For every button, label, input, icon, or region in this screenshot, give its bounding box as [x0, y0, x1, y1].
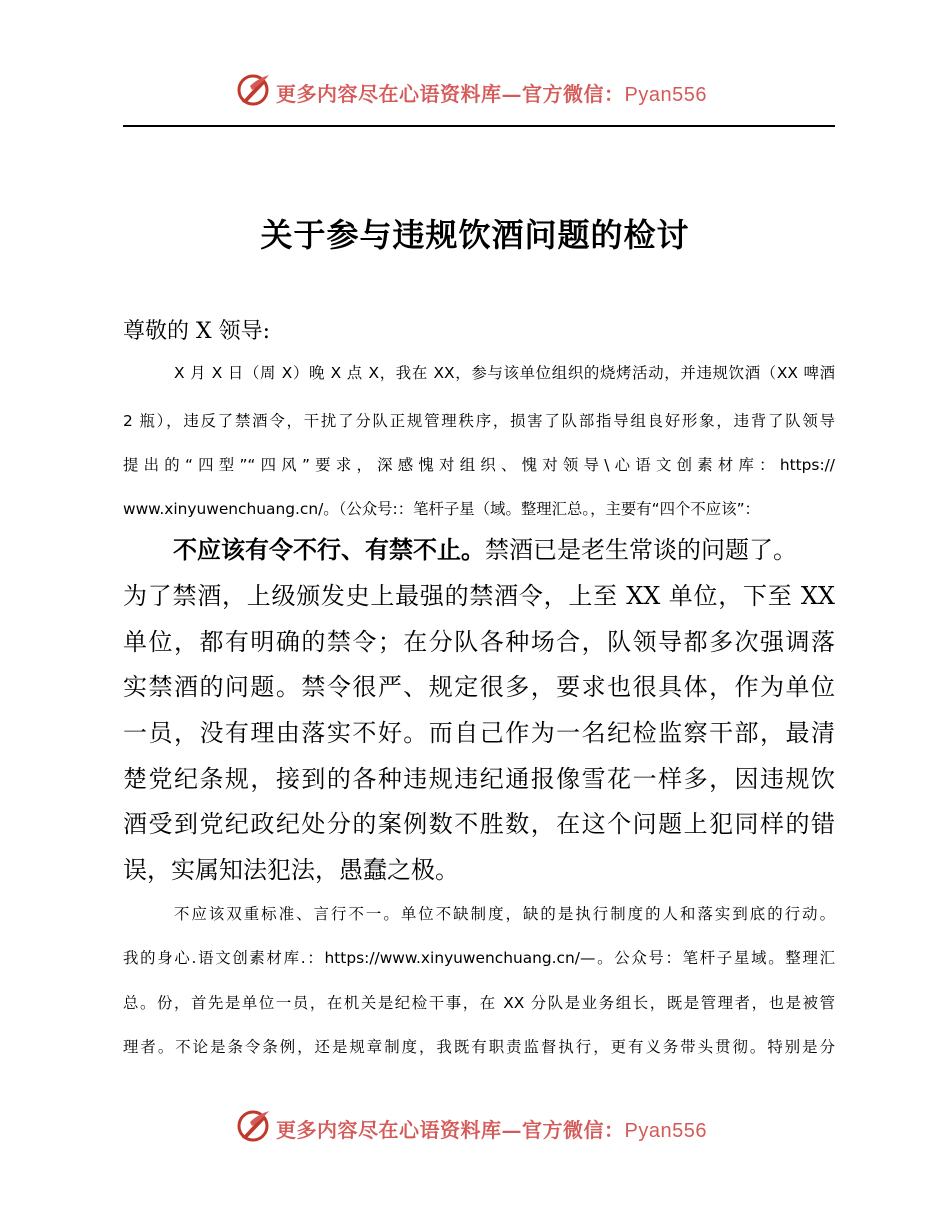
paragraph-1-line: 2 瓶），违反了禁酒令，干扰了分队正规管理秩序，损害了队部指导组良好形象，违背了队领导 [123, 412, 835, 430]
paragraph-2-line: 误，实属知法犯法，愚蠢之极。 [123, 856, 459, 884]
document-title: 关于参与违规饮酒问题的检讨 [260, 216, 690, 254]
header-banner [0, 72, 950, 112]
paragraph-2-line: 酒受到党纪政纪处分的案例数不胜数，在这个问题上犯同样的错 [123, 810, 835, 838]
paragraph-2-line: 一员，没有理由落实不好。而自己作为一名纪检监察干部，最清 [123, 719, 835, 747]
footer-banner [0, 1108, 950, 1148]
paragraph-3-line: 我的身心.语文创素材库.：https://www.xinyuwenchuang.cn/—。公众号：笔杆子星域。整理汇 [123, 949, 835, 967]
paragraph-2-line: 实禁酒的问题。禁令很严、规定很多，要求也很具体，作为单位 [123, 673, 835, 701]
paragraph-2-line: 单位，都有明确的禁令；在分队各种场合，队领导都多次强调落 [123, 628, 835, 656]
header-divider [123, 125, 835, 127]
footer-banner-text: 更多内容尽在心语资料库—官方微信：Pyan556 [276, 1118, 707, 1142]
paragraph-1-line: www.xinyuwenchuang.cn/。（公众号:：笔杆子星（域。整理汇总。，主要有“四个不应该”： [123, 500, 760, 518]
paragraph-3-line: 总。份，首先是单位一员，在机关是纪检干事，在 XX 分队是业务组长，既是管理者，也是被管 [123, 994, 835, 1012]
header-banner-text: 更多内容尽在心语资料库—官方微信：Pyan556 [276, 82, 707, 106]
paragraph-1-line: 提出的“四型”“四风”要求，深感愧对组织、愧对领导\心语文创素材库：https:// [123, 456, 835, 474]
paragraph-3-line: 理者。不论是条令条例，还是规章制度，我既有职责监督执行，更有义务带头贯彻。特别是分 [123, 1038, 835, 1056]
quill-logo-icon [236, 72, 272, 108]
paragraph-2-line: 楚党纪条规，接到的各种违规违纪通报像雪花一样多，因违规饮 [123, 765, 835, 793]
paragraph-2-heading: 不应该有令不行、有禁不止。 [173, 535, 485, 564]
paragraph-1-line: X 月 X 日（周 X）晚 X 点 X，我在 XX，参与该单位组织的烧烤活动，并违规饮酒（XX 啤酒 [174, 364, 835, 382]
paragraph-2-line: 为了禁酒，上级颁发史上最强的禁酒令，上至 XX 单位，下至 XX [123, 582, 835, 610]
quill-logo-icon [236, 1108, 272, 1144]
salutation: 尊敬的 X 领导: [123, 319, 271, 344]
paragraph-3-line: 不应该双重标准、言行不一。单位不缺制度，缺的是执行制度的人和落实到底的行动。 [174, 905, 835, 923]
paragraph-2-line: 不应该有令不行、有禁不止。禁酒已是老生常谈的问题了。 [173, 535, 797, 564]
